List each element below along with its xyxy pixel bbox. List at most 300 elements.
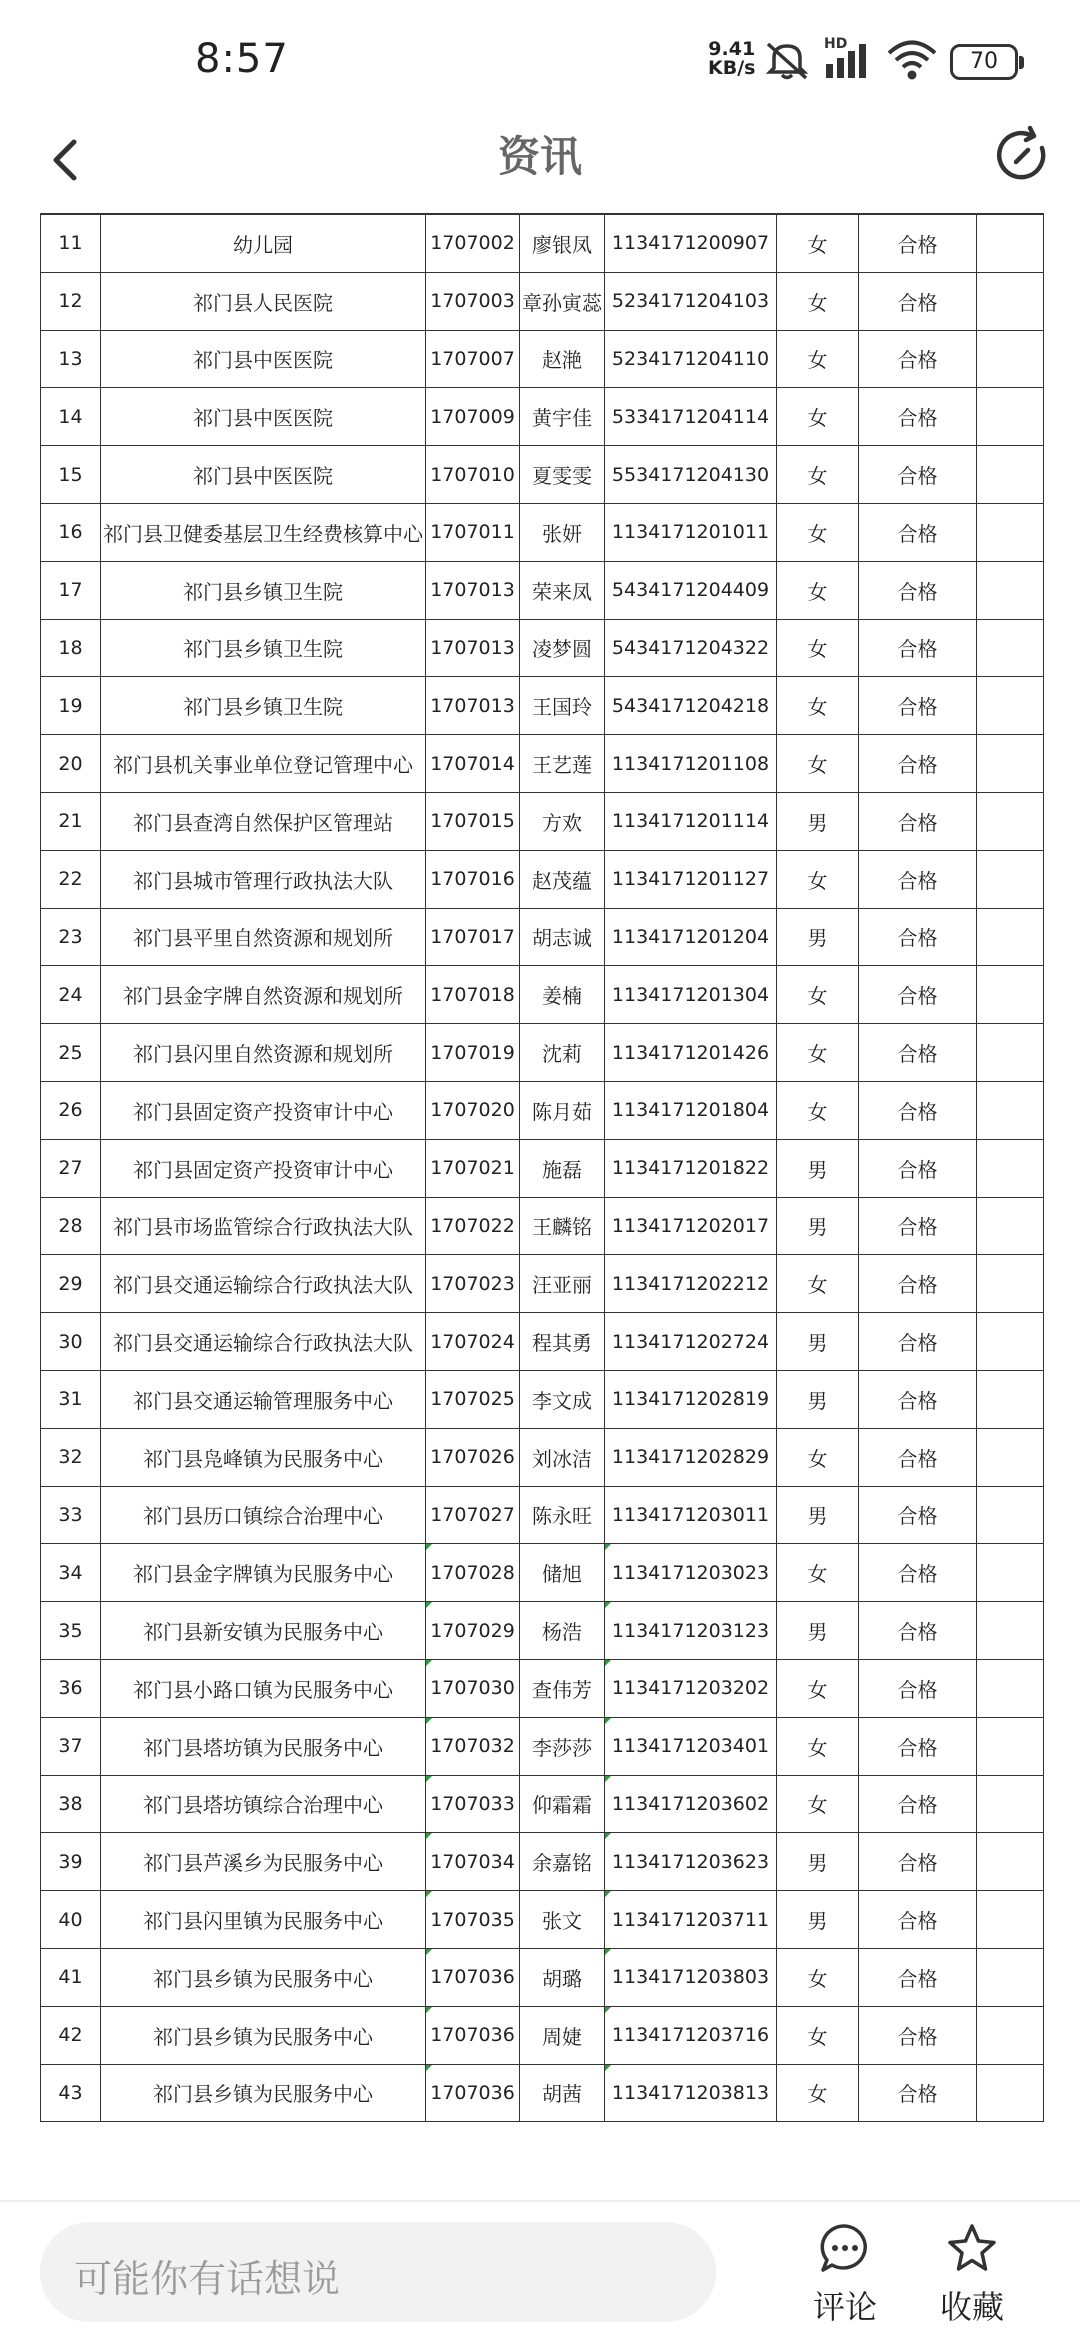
unit-cell: 祁门县中医医院 <box>101 388 426 446</box>
table-row <box>41 561 1044 619</box>
result-cell: 合格 <box>859 272 977 330</box>
gender-cell: 女 <box>777 330 859 388</box>
row-number-cell: 42 <box>41 2006 101 2064</box>
ticket-number-cell: 1134171203623 <box>605 1833 777 1891</box>
ticket-number-cell: 1134171201204 <box>605 908 777 966</box>
result-cell: 合格 <box>859 446 977 504</box>
gender-cell: 女 <box>777 1081 859 1139</box>
result-cell: 合格 <box>859 1891 977 1949</box>
row-number-cell: 40 <box>41 1891 101 1949</box>
result-cell: 合格 <box>859 908 977 966</box>
result-cell: 合格 <box>859 735 977 793</box>
ticket-number-cell: 1134171202829 <box>605 1428 777 1486</box>
remarks-cell <box>977 503 1044 561</box>
row-number-cell: 43 <box>41 2064 101 2122</box>
unit-cell: 祁门县交通运输综合行政执法大队 <box>101 1313 426 1371</box>
gender-cell: 女 <box>777 561 859 619</box>
comment-label: 评论 <box>812 2288 877 2326</box>
position-code-cell: 1707022 <box>426 1197 520 1255</box>
name-cell: 汪亚丽 <box>520 1255 605 1313</box>
remarks-cell <box>977 2006 1044 2064</box>
result-cell: 合格 <box>859 1255 977 1313</box>
name-cell: 荣来凤 <box>520 561 605 619</box>
name-cell: 凌梦圆 <box>520 619 605 677</box>
unit-cell: 祁门县塔坊镇为民服务中心 <box>101 1717 426 1775</box>
table-row <box>41 908 1044 966</box>
row-number-cell: 12 <box>41 272 101 330</box>
unit-cell: 祁门县乡镇为民服务中心 <box>101 2064 426 2122</box>
name-cell: 黄宇佳 <box>520 388 605 446</box>
remarks-cell <box>977 1602 1044 1660</box>
app-header <box>0 110 1080 210</box>
remarks-cell <box>977 272 1044 330</box>
position-code-cell: 1707009 <box>426 388 520 446</box>
ticket-number-cell: 1134171200907 <box>605 214 777 272</box>
name-cell: 夏雯雯 <box>520 446 605 504</box>
row-number-cell: 31 <box>41 1370 101 1428</box>
ticket-number-cell: 1134171203123 <box>605 1602 777 1660</box>
ticket-number-cell: 1134171201114 <box>605 792 777 850</box>
page-title: 资讯 <box>497 132 582 181</box>
remarks-cell <box>977 446 1044 504</box>
remarks-cell <box>977 388 1044 446</box>
position-code-cell: 1707018 <box>426 966 520 1024</box>
position-code-cell: 1707032 <box>426 1717 520 1775</box>
unit-cell: 祁门县城市管理行政执法大队 <box>101 850 426 908</box>
unit-cell: 祁门县乡镇卫生院 <box>101 619 426 677</box>
ticket-number-cell: 5234171204103 <box>605 272 777 330</box>
unit-cell: 祁门县人民医院 <box>101 272 426 330</box>
position-code-cell: 1707025 <box>426 1370 520 1428</box>
ticket-number-cell: 1134171201304 <box>605 966 777 1024</box>
comment-button[interactable] <box>795 2222 895 2340</box>
row-number-cell: 11 <box>41 214 101 272</box>
row-number-cell: 20 <box>41 735 101 793</box>
position-code-cell: 1707028 <box>426 1544 520 1602</box>
name-cell: 仰霜霜 <box>520 1775 605 1833</box>
position-code-cell: 1707007 <box>426 330 520 388</box>
table-row <box>41 1313 1044 1371</box>
results-table <box>40 213 1043 2122</box>
unit-cell: 祁门县交通运输综合行政执法大队 <box>101 1255 426 1313</box>
remarks-cell <box>977 1313 1044 1371</box>
unit-cell: 祁门县机关事业单位登记管理中心 <box>101 735 426 793</box>
row-number-cell: 29 <box>41 1255 101 1313</box>
row-number-cell: 36 <box>41 1659 101 1717</box>
position-code-cell: 1707002 <box>426 214 520 272</box>
remarks-cell <box>977 1024 1044 1082</box>
result-cell: 合格 <box>859 330 977 388</box>
row-number-cell: 35 <box>41 1602 101 1660</box>
name-cell: 胡璐 <box>520 1948 605 2006</box>
position-code-cell: 1707030 <box>426 1659 520 1717</box>
remarks-cell <box>977 1428 1044 1486</box>
result-cell: 合格 <box>859 1486 977 1544</box>
status-time: 8:57 <box>195 36 289 82</box>
position-code-cell: 1707024 <box>426 1313 520 1371</box>
remarks-cell <box>977 1544 1044 1602</box>
position-code-cell: 1707021 <box>426 1139 520 1197</box>
favorite-button[interactable] <box>922 2222 1022 2340</box>
name-cell: 王麟铭 <box>520 1197 605 1255</box>
table-row <box>41 1775 1044 1833</box>
gender-cell: 女 <box>777 735 859 793</box>
unit-cell: 祁门县卫健委基层卫生经费核算中心 <box>101 503 426 561</box>
table-row <box>41 2006 1044 2064</box>
name-cell: 李莎莎 <box>520 1717 605 1775</box>
row-number-cell: 30 <box>41 1313 101 1371</box>
status-bar <box>0 0 1080 120</box>
remarks-cell <box>977 2064 1044 2122</box>
table-row <box>41 272 1044 330</box>
table-row <box>41 1717 1044 1775</box>
remarks-cell <box>977 561 1044 619</box>
result-cell: 合格 <box>859 2064 977 2122</box>
network-type-label: HD <box>824 36 848 52</box>
name-cell: 廖银凤 <box>520 214 605 272</box>
unit-cell: 祁门县交通运输管理服务中心 <box>101 1370 426 1428</box>
remarks-cell <box>977 1197 1044 1255</box>
result-cell: 合格 <box>859 561 977 619</box>
unit-cell: 祁门县金字牌自然资源和规划所 <box>101 966 426 1024</box>
ticket-number-cell: 1134171203803 <box>605 1948 777 2006</box>
mute-icon <box>762 38 812 86</box>
gender-cell: 男 <box>777 1486 859 1544</box>
name-cell: 余嘉铭 <box>520 1833 605 1891</box>
row-number-cell: 21 <box>41 792 101 850</box>
gender-cell: 男 <box>777 1197 859 1255</box>
row-number-cell: 27 <box>41 1139 101 1197</box>
remarks-cell <box>977 735 1044 793</box>
result-cell: 合格 <box>859 1544 977 1602</box>
remarks-cell <box>977 966 1044 1024</box>
ticket-number-cell: 5534171204130 <box>605 446 777 504</box>
unit-cell: 祁门县闪里镇为民服务中心 <box>101 1891 426 1949</box>
row-number-cell: 17 <box>41 561 101 619</box>
row-number-cell: 16 <box>41 503 101 561</box>
table-row <box>41 792 1044 850</box>
name-cell: 王艺莲 <box>520 735 605 793</box>
name-cell: 沈莉 <box>520 1024 605 1082</box>
result-cell: 合格 <box>859 1313 977 1371</box>
result-cell: 合格 <box>859 1370 977 1428</box>
position-code-cell: 1707026 <box>426 1428 520 1486</box>
refresh-button[interactable] <box>990 124 1054 188</box>
position-code-cell: 1707010 <box>426 446 520 504</box>
result-cell: 合格 <box>859 1197 977 1255</box>
name-cell: 周婕 <box>520 2006 605 2064</box>
table-row <box>41 2064 1044 2122</box>
ticket-number-cell: 1134171203011 <box>605 1486 777 1544</box>
position-code-cell: 1707036 <box>426 1948 520 2006</box>
table-row <box>41 330 1044 388</box>
row-number-cell: 39 <box>41 1833 101 1891</box>
row-number-cell: 13 <box>41 330 101 388</box>
gender-cell: 男 <box>777 908 859 966</box>
table-row <box>41 1428 1044 1486</box>
ticket-number-cell: 1134171202017 <box>605 1197 777 1255</box>
remarks-cell <box>977 214 1044 272</box>
ticket-number-cell: 1134171201011 <box>605 503 777 561</box>
bottom-divider <box>0 2200 1080 2202</box>
network-speed <box>708 40 755 78</box>
table-row <box>41 1139 1044 1197</box>
position-code-cell: 1707015 <box>426 792 520 850</box>
ticket-number-cell: 1134171201127 <box>605 850 777 908</box>
gender-cell: 女 <box>777 1659 859 1717</box>
ticket-number-cell: 1134171201822 <box>605 1139 777 1197</box>
row-number-cell: 15 <box>41 446 101 504</box>
remarks-cell <box>977 1717 1044 1775</box>
name-cell: 程其勇 <box>520 1313 605 1371</box>
table-row <box>41 1659 1044 1717</box>
unit-cell: 祁门县固定资产投资审计中心 <box>101 1081 426 1139</box>
unit-cell: 祁门县凫峰镇为民服务中心 <box>101 1428 426 1486</box>
remarks-cell <box>977 1775 1044 1833</box>
unit-cell: 祁门县乡镇为民服务中心 <box>101 2006 426 2064</box>
unit-cell: 祁门县金字牌镇为民服务中心 <box>101 1544 426 1602</box>
gender-cell: 男 <box>777 1602 859 1660</box>
result-cell: 合格 <box>859 1948 977 2006</box>
result-cell: 合格 <box>859 966 977 1024</box>
result-cell: 合格 <box>859 677 977 735</box>
unit-cell: 祁门县乡镇卫生院 <box>101 561 426 619</box>
gender-cell: 女 <box>777 388 859 446</box>
name-cell: 陈永旺 <box>520 1486 605 1544</box>
star-icon <box>945 2222 999 2276</box>
ticket-number-cell: 1134171201108 <box>605 735 777 793</box>
name-cell: 刘冰洁 <box>520 1428 605 1486</box>
name-cell: 李文成 <box>520 1370 605 1428</box>
comment-input[interactable] <box>40 2222 716 2322</box>
ticket-number-cell: 1134171203602 <box>605 1775 777 1833</box>
row-number-cell: 38 <box>41 1775 101 1833</box>
gender-cell: 女 <box>777 850 859 908</box>
position-code-cell: 1707036 <box>426 2064 520 2122</box>
table-row <box>41 1081 1044 1139</box>
gender-cell: 女 <box>777 2064 859 2122</box>
result-cell: 合格 <box>859 1775 977 1833</box>
gender-cell: 女 <box>777 1717 859 1775</box>
signal-icon <box>822 36 878 86</box>
unit-cell: 祁门县市场监管综合行政执法大队 <box>101 1197 426 1255</box>
result-cell: 合格 <box>859 1024 977 1082</box>
remarks-cell <box>977 1081 1044 1139</box>
name-cell: 张妍 <box>520 503 605 561</box>
name-cell: 姜楠 <box>520 966 605 1024</box>
ticket-number-cell: 1134171202819 <box>605 1370 777 1428</box>
gender-cell: 女 <box>777 1775 859 1833</box>
unit-cell: 祁门县中医医院 <box>101 446 426 504</box>
table-row <box>41 1255 1044 1313</box>
table-row <box>41 388 1044 446</box>
gender-cell: 男 <box>777 1891 859 1949</box>
result-cell: 合格 <box>859 1833 977 1891</box>
unit-cell: 祁门县芦溪乡为民服务中心 <box>101 1833 426 1891</box>
result-cell: 合格 <box>859 503 977 561</box>
row-number-cell: 25 <box>41 1024 101 1082</box>
ticket-number-cell: 1134171201804 <box>605 1081 777 1139</box>
unit-cell: 祁门县查湾自然保护区管理站 <box>101 792 426 850</box>
table-row <box>41 1948 1044 2006</box>
position-code-cell: 1707033 <box>426 1775 520 1833</box>
table-row <box>41 735 1044 793</box>
result-cell: 合格 <box>859 388 977 446</box>
position-code-cell: 1707013 <box>426 561 520 619</box>
position-code-cell: 1707011 <box>426 503 520 561</box>
unit-cell: 祁门县乡镇为民服务中心 <box>101 1948 426 2006</box>
remarks-cell <box>977 1833 1044 1891</box>
row-number-cell: 37 <box>41 1717 101 1775</box>
position-code-cell: 1707036 <box>426 2006 520 2064</box>
result-cell: 合格 <box>859 1081 977 1139</box>
ticket-number-cell: 5434171204409 <box>605 561 777 619</box>
gender-cell: 男 <box>777 1833 859 1891</box>
table-row <box>41 446 1044 504</box>
table-row <box>41 1891 1044 1949</box>
ticket-number-cell: 1134171203711 <box>605 1891 777 1949</box>
name-cell: 施磊 <box>520 1139 605 1197</box>
unit-cell: 祁门县乡镇卫生院 <box>101 677 426 735</box>
position-code-cell: 1707019 <box>426 1024 520 1082</box>
table-row <box>41 1602 1044 1660</box>
gender-cell: 女 <box>777 2006 859 2064</box>
unit-cell: 祁门县平里自然资源和规划所 <box>101 908 426 966</box>
row-number-cell: 14 <box>41 388 101 446</box>
unit-cell: 祁门县中医医院 <box>101 330 426 388</box>
gender-cell: 女 <box>777 446 859 504</box>
table-row <box>41 214 1044 272</box>
remarks-cell <box>977 619 1044 677</box>
network-speed-value: 9.41 <box>708 38 756 60</box>
wifi-icon <box>886 38 938 86</box>
remarks-cell <box>977 1659 1044 1717</box>
name-cell: 王国玲 <box>520 677 605 735</box>
row-number-cell: 23 <box>41 908 101 966</box>
table-row <box>41 1197 1044 1255</box>
row-number-cell: 34 <box>41 1544 101 1602</box>
name-cell: 胡茜 <box>520 2064 605 2122</box>
gender-cell: 女 <box>777 1948 859 2006</box>
ticket-number-cell: 1134171202724 <box>605 1313 777 1371</box>
position-code-cell: 1707029 <box>426 1602 520 1660</box>
favorite-label: 收藏 <box>939 2288 1004 2326</box>
table-row <box>41 619 1044 677</box>
unit-cell: 祁门县固定资产投资审计中心 <box>101 1139 426 1197</box>
row-number-cell: 26 <box>41 1081 101 1139</box>
ticket-number-cell: 1134171202212 <box>605 1255 777 1313</box>
gender-cell: 女 <box>777 1024 859 1082</box>
network-speed-unit: KB/s <box>708 57 756 79</box>
row-number-cell: 28 <box>41 1197 101 1255</box>
remarks-cell <box>977 1891 1044 1949</box>
chat-bubble-icon <box>818 2222 872 2276</box>
unit-cell: 幼儿园 <box>101 214 426 272</box>
gender-cell: 女 <box>777 966 859 1024</box>
result-cell: 合格 <box>859 1428 977 1486</box>
refresh-icon <box>990 124 1054 188</box>
table-row <box>41 1544 1044 1602</box>
position-code-cell: 1707034 <box>426 1833 520 1891</box>
name-cell: 查伟芳 <box>520 1659 605 1717</box>
position-code-cell: 1707013 <box>426 677 520 735</box>
unit-cell: 祁门县小路口镇为民服务中心 <box>101 1659 426 1717</box>
gender-cell: 女 <box>777 214 859 272</box>
remarks-cell <box>977 1370 1044 1428</box>
table-row <box>41 1370 1044 1428</box>
name-cell: 章孙寅蕊 <box>520 272 605 330</box>
ticket-number-cell: 1134171203716 <box>605 2006 777 2064</box>
gender-cell: 女 <box>777 272 859 330</box>
gender-cell: 女 <box>777 1544 859 1602</box>
position-code-cell: 1707014 <box>426 735 520 793</box>
row-number-cell: 19 <box>41 677 101 735</box>
table-row <box>41 1833 1044 1891</box>
gender-cell: 女 <box>777 503 859 561</box>
gender-cell: 女 <box>777 677 859 735</box>
table-body <box>41 214 1044 2122</box>
row-number-cell: 22 <box>41 850 101 908</box>
table-row <box>41 503 1044 561</box>
result-cell: 合格 <box>859 2006 977 2064</box>
row-number-cell: 24 <box>41 966 101 1024</box>
table-row <box>41 966 1044 1024</box>
position-code-cell: 1707017 <box>426 908 520 966</box>
result-cell: 合格 <box>859 1717 977 1775</box>
remarks-cell <box>977 1948 1044 2006</box>
ticket-number-cell: 1134171203401 <box>605 1717 777 1775</box>
row-number-cell: 18 <box>41 619 101 677</box>
unit-cell: 祁门县历口镇综合治理中心 <box>101 1486 426 1544</box>
result-cell: 合格 <box>859 850 977 908</box>
remarks-cell <box>977 1255 1044 1313</box>
gender-cell: 男 <box>777 1139 859 1197</box>
table-row <box>41 677 1044 735</box>
gender-cell: 女 <box>777 1428 859 1486</box>
ticket-number-cell: 1134171203202 <box>605 1659 777 1717</box>
ticket-number-cell: 1134171203023 <box>605 1544 777 1602</box>
unit-cell: 祁门县闪里自然资源和规划所 <box>101 1024 426 1082</box>
row-number-cell: 32 <box>41 1428 101 1486</box>
position-code-cell: 1707020 <box>426 1081 520 1139</box>
name-cell: 赵茂蕴 <box>520 850 605 908</box>
name-cell: 杨浩 <box>520 1602 605 1660</box>
ticket-number-cell: 1134171201426 <box>605 1024 777 1082</box>
result-cell: 合格 <box>859 1659 977 1717</box>
remarks-cell <box>977 850 1044 908</box>
remarks-cell <box>977 1486 1044 1544</box>
unit-cell: 祁门县新安镇为民服务中心 <box>101 1602 426 1660</box>
ticket-number-cell: 1134171203813 <box>605 2064 777 2122</box>
result-cell: 合格 <box>859 214 977 272</box>
name-cell: 胡志诚 <box>520 908 605 966</box>
remarks-cell <box>977 908 1044 966</box>
ticket-number-cell: 5234171204110 <box>605 330 777 388</box>
result-cell: 合格 <box>859 619 977 677</box>
gender-cell: 男 <box>777 792 859 850</box>
remarks-cell <box>977 792 1044 850</box>
table-row <box>41 850 1044 908</box>
ticket-number-cell: 5334171204114 <box>605 388 777 446</box>
unit-cell: 祁门县塔坊镇综合治理中心 <box>101 1775 426 1833</box>
gender-cell: 女 <box>777 619 859 677</box>
name-cell: 陈月茹 <box>520 1081 605 1139</box>
ticket-number-cell: 5434171204322 <box>605 619 777 677</box>
position-code-cell: 1707035 <box>426 1891 520 1949</box>
position-code-cell: 1707016 <box>426 850 520 908</box>
battery-icon: 70 <box>950 44 1018 80</box>
name-cell: 储旭 <box>520 1544 605 1602</box>
